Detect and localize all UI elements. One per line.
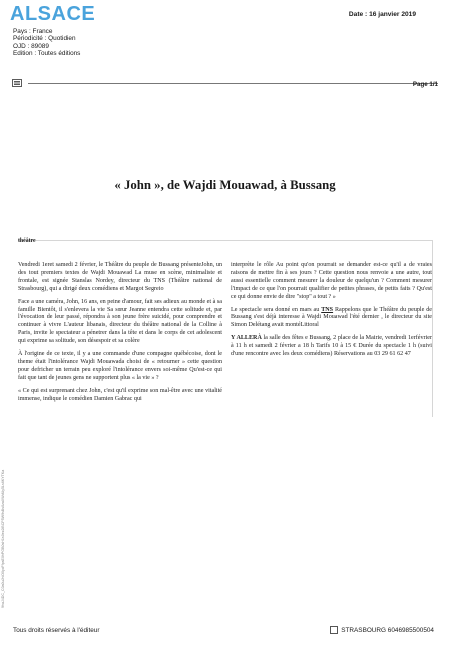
article-paragraph: interprète le rôle Au point qu'on pourrait se demander est-ce qu'il a de vraies raisons de mettre fin à ses jours ? Cette question nous renvoie a une autre, tout aussi essentielle comment mesurer la douleur de quelqu'un ? Comment mesurer l'impact de ce que l'on pourrait qualifier de petites phrases, de petits faits ? Qu'est ce qui donne envie de dire "stop" a tout ? » bbox=[231, 262, 432, 300]
text-run: Le spectacle sera donné en mars au bbox=[231, 306, 322, 313]
meta-periodicity: Périodicité : Quotidien bbox=[13, 35, 76, 43]
header-rule bbox=[28, 83, 438, 84]
article-paragraph: Vendredi 1eret samedi 2 février, le Théâtre du peuple de Bussang présenteJohn, un des tout premiers textes de Wajdi Mouawad La muse en scène, minimaliste et frontale, est signée Stanslas Nordey, directeur du TNS (Théâtre national de Strasbourg), qui a dirigé deux comédiens et Margot Segreio bbox=[18, 262, 222, 292]
text-run: la salle des fêtes e Bussang, 2 place de la Mairie, vendredi 1erfévrier à 11 h et samedi 2 février a 18 h Tarifs 10 à 15 € Durée du spectacle 1 h (suivi d'une rencontre avec les deux comédiens) Réservations au 03 29 61 62 47 bbox=[231, 335, 432, 358]
meta-edition: Edition : Toutes éditions bbox=[13, 49, 81, 57]
text-run: Rappelons que le Théâtre du peuple de Bussang s'est déjà interesse à Wajdi Mouawad l'été dernier , le directeur du site Simon Delétang avait montéLittoral bbox=[231, 306, 432, 329]
newspaper-icon bbox=[12, 79, 22, 87]
article-paragraph: À l'origine de ce texte, il y a une commande d'une compagne québécoise, dont le theme était l'intolérance Wajdi Mouawada choisi de « retourner » cette question pour defricher un terrain peu exploré l'intolérance envers soi-même Qu'est-ce qui fait que tant de jeunes gens ne supportent plus « la vie » ? bbox=[18, 351, 222, 381]
article-column-left bbox=[18, 262, 222, 409]
article-paragraph: Face a une caméra, John, 16 ans, en peine d'amour, fait ses adieux au monde et à sa famille Bientôt, il s'enlevera la vie Sa sœur Jeanne entendra cette solitude et, par l'évocation de leur passé, répondra à son jeune frère suicidé, pour comprendre et continuer à vivre L'auteur libanais, directeur du théâtre national de la Colline à Paris, invite le spectateur a pénetrer dans la tête et dans le corps de cet adolescent qui exprime sa solitude, son désespoir et sa colère bbox=[18, 298, 222, 345]
article-paragraph: « Ce qui est surprenant chez John, c'est qu'il exprime son mal-être avec une vitalité immense, indique le comédien Damien Gabrac qui bbox=[18, 387, 222, 402]
document-side-code: 9haJ4DC_C0a0uJhiO0ycFfpsE0hPGB0sH1s0ez2iBCP5W9sBs0zaXWdUy5Ls6KYTKa bbox=[1, 469, 5, 608]
logo bbox=[10, 3, 95, 25]
article-paragraph-tns bbox=[231, 307, 432, 331]
page-number: Page 1/1 bbox=[412, 81, 438, 88]
publication-date: Date : 16 janvier 2019 bbox=[348, 11, 416, 18]
practical-heading: Y ALLERÀ bbox=[231, 335, 262, 342]
publication-meta bbox=[13, 28, 80, 57]
article-column-right bbox=[231, 262, 432, 364]
tns-link[interactable]: TNS bbox=[321, 306, 334, 313]
article-headline: « John », de Wajdi Mouawad, à Bussang bbox=[114, 178, 336, 192]
checkbox-icon[interactable] bbox=[330, 626, 338, 634]
rights-notice: Tous droits réservés à l'éditeur bbox=[13, 627, 100, 634]
footer-code bbox=[330, 626, 434, 634]
document-code: STRASBOURG 6046985500504 bbox=[341, 626, 434, 634]
section-label: théâtre bbox=[18, 238, 36, 244]
logo-text: ALSACE bbox=[10, 3, 96, 25]
meta-ojd: OJD : 89089 bbox=[13, 42, 49, 50]
meta-country: Pays : France bbox=[13, 28, 53, 35]
article-paragraph-practical bbox=[231, 335, 432, 359]
